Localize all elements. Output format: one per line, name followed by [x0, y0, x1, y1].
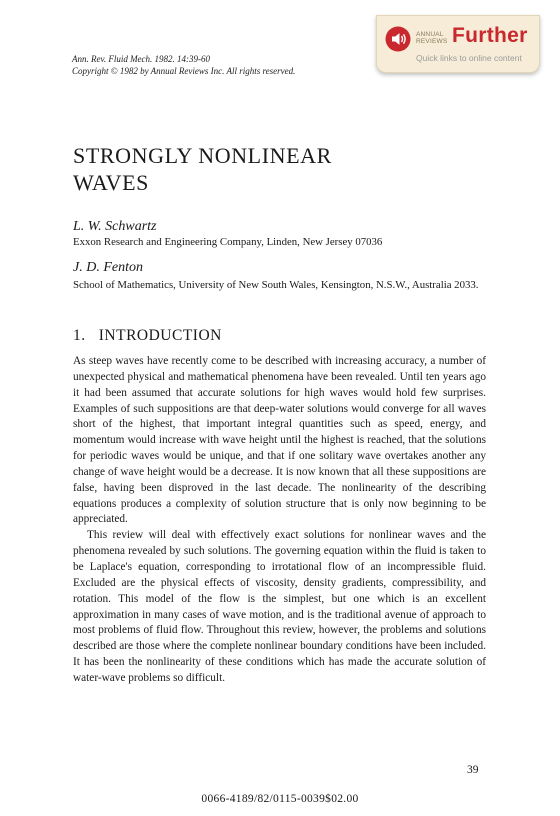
author-affiliation: School of Mathematics, University of New South Wales, Kensington, N.S.W., Australia 2033.	[73, 279, 479, 291]
page-number: 39	[467, 764, 479, 776]
further-label: Further	[452, 24, 528, 47]
article-title	[73, 142, 403, 196]
paragraph: As steep waves have recently come to be described with increasing accuracy, a number of unexpected physical and mathematical phenomena have been revealed. Until ten years ago it had been assumed that accurate solutions for high waves would hold few surprises. Examples of such suppositions are that deep-water solutions would converge for all waves short of the highest, that important integral quantities such as speed, energy, and momentum would increase with wave height until the highest is reached, that the solutions for periodic waves would be unique, and that if one solitary wave overtakes another any change of wave height would be a decrease. It is now known that all these suppositions are false, having been disproved in the last decade. The nonlinearity of the describing equations produces a complexity of solution structure that is only now beginning to be appreciated.	[73, 355, 486, 526]
title-line-2: WAVES	[73, 170, 149, 195]
journal-citation: Ann. Rev. Fluid Mech. 1982. 14:39-60	[72, 54, 211, 64]
annual-reviews-wordmark: ANNUAL REVIEWS	[416, 31, 448, 45]
copyright-notice: Copyright © 1982 by Annual Reviews Inc. All rights reserved.	[72, 66, 296, 76]
section-body	[73, 354, 486, 687]
further-badge[interactable]	[376, 15, 540, 73]
author-name: L. W. Schwartz	[73, 219, 157, 234]
journal-citation-block	[72, 53, 295, 77]
article-code: 0066-4189/82/0115-0039$02.00	[201, 793, 359, 805]
section-heading: 1. INTRODUCTION	[73, 327, 222, 344]
title-line-1: STRONGLY NONLINEAR	[73, 143, 332, 168]
paragraph: This review will deal with effectively exact solutions for nonlinear waves and the phenomena revealed by such solutions. The governing equation within the fluid is taken to be Laplace's equation, corresponding to irrotational flow of an incompressible fluid. Excluded are the physical effects of viscosity, density gradients, compressibility, and rotation. This model of the flow is the simplest, but one which is an excellent approximation in many cases of wave motion, and is the traditional avenue of approach to most problems of fluid flow. Throughout this review, however, the problems and solutions described are those where the complete nonlinear boundary conditions have been included. It has been the nonlinearity of these conditions which has made the accurate solution of water-wave problems so difficult.	[73, 529, 486, 684]
further-subtitle: Quick links to online content	[416, 53, 522, 63]
speaker-icon	[385, 26, 411, 52]
author-affiliation: Exxon Research and Engineering Company, Linden, New Jersey 07036	[73, 236, 383, 248]
author-name: J. D. Fenton	[73, 260, 143, 275]
